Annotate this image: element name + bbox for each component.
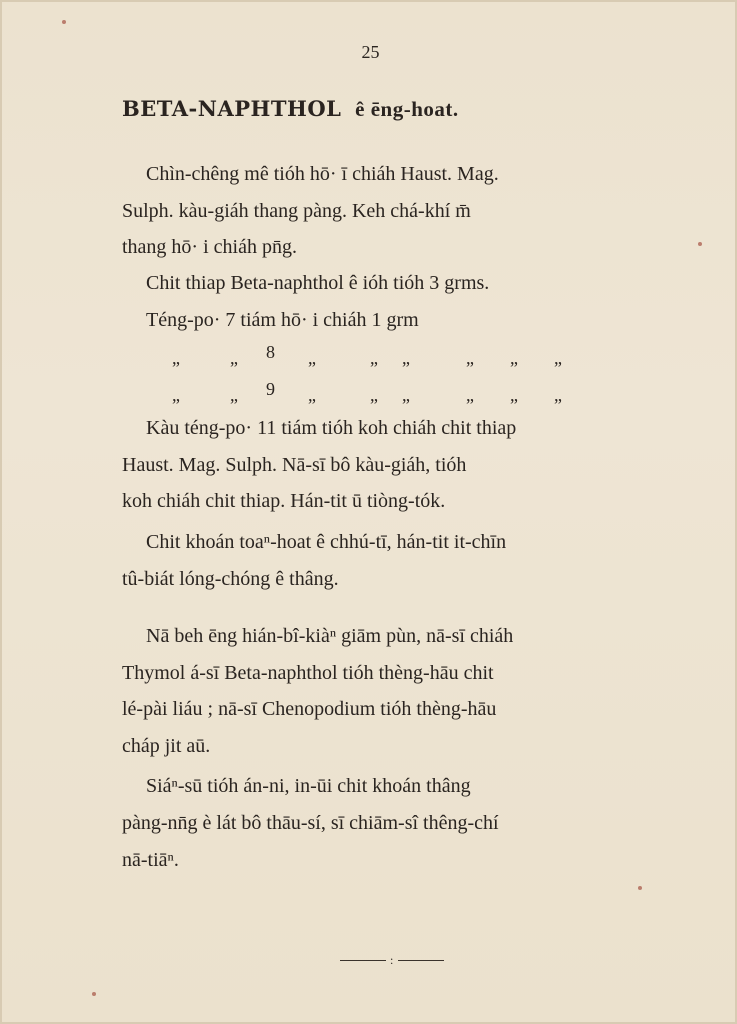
paper-spot: [62, 20, 66, 24]
ditto-mark: „: [510, 348, 518, 368]
text-line: thang hō· i chiáh pn̄g.: [122, 236, 297, 258]
text-line: Haust. Mag. Sulph. Nā-sī bô kàu-giáh, tióh: [122, 454, 467, 476]
ditto-mark: „: [510, 385, 518, 405]
ditto-mark: „: [554, 385, 562, 405]
text-line: pàng-nn̄g è lát bô thāu-sí, sī chiām-sî thêng-chí: [122, 812, 499, 834]
ditto-hour: 9: [266, 379, 275, 399]
ditto-mark: „: [370, 385, 378, 405]
ditto-mark: „: [172, 348, 180, 368]
text-line: Sulph. kàu-giáh thang pàng. Keh chá-khí m̄: [122, 200, 471, 222]
ornament-rule-right: [398, 960, 444, 961]
text-line: Chìn-chêng mê tióh hō· ī chiáh Haust. Mag.: [146, 163, 499, 185]
text-line: tû-biát lóng-chóng ê thâng.: [122, 568, 339, 590]
ornament-rule-left: [340, 960, 386, 961]
ditto-mark: „: [402, 385, 410, 405]
text-line: nā-tiāⁿ.: [122, 849, 179, 871]
ditto-mark: „: [172, 385, 180, 405]
title-rest: ê ēng-hoat.: [355, 97, 459, 121]
ditto-hour: 8: [266, 342, 275, 362]
ditto-mark: „: [308, 348, 316, 368]
ditto-mark: „: [554, 348, 562, 368]
page-number: 25: [361, 42, 380, 62]
ditto-mark: „: [466, 385, 474, 405]
ditto-mark: „: [308, 385, 316, 405]
paper-spot: [638, 886, 642, 890]
paper-spot: [698, 242, 702, 246]
text-line: Chit khoán toaⁿ-hoat ê chhú-tī, hán-tit it-chīn: [146, 531, 507, 553]
ditto-mark: „: [230, 385, 238, 405]
text-line: Thymol á-sī Beta-naphthol tióh thèng-hāu chit: [122, 662, 494, 684]
text-line: cháp jit aū.: [122, 735, 211, 757]
ornament-colon: :: [390, 953, 394, 967]
text-line: Kàu téng-po· 11 tiám tióh koh chiáh chit thiap: [146, 417, 517, 439]
text-line: Siáⁿ-sū tióh án-ni, in-ūi chit khoán thâng: [146, 775, 471, 797]
ditto-mark: „: [402, 348, 410, 368]
ditto-mark: „: [230, 348, 238, 368]
ditto-mark: „: [370, 348, 378, 368]
text-line: koh chiáh chit thiap. Hán-tit ū tiòng-tók.: [122, 490, 446, 512]
ditto-mark: „: [466, 348, 474, 368]
paper-spot: [92, 992, 96, 996]
text-line: lé-pài liáu ; nā-sī Chenopodium tióh thèng-hāu: [122, 698, 497, 720]
end-ornament: [340, 954, 444, 966]
text-line: Nā beh ēng hián-bî-kiàⁿ giām pùn, nā-sī chiáh: [146, 625, 514, 647]
title-main: BETA-NAPHTHOL: [122, 96, 342, 121]
text-line: Chit thiap Beta-naphthol ê ióh tióh 3 grms.: [146, 272, 490, 294]
text-line: Téng-po· 7 tiám hō· i chiáh 1 grm: [146, 309, 419, 331]
page-title: [122, 96, 459, 122]
